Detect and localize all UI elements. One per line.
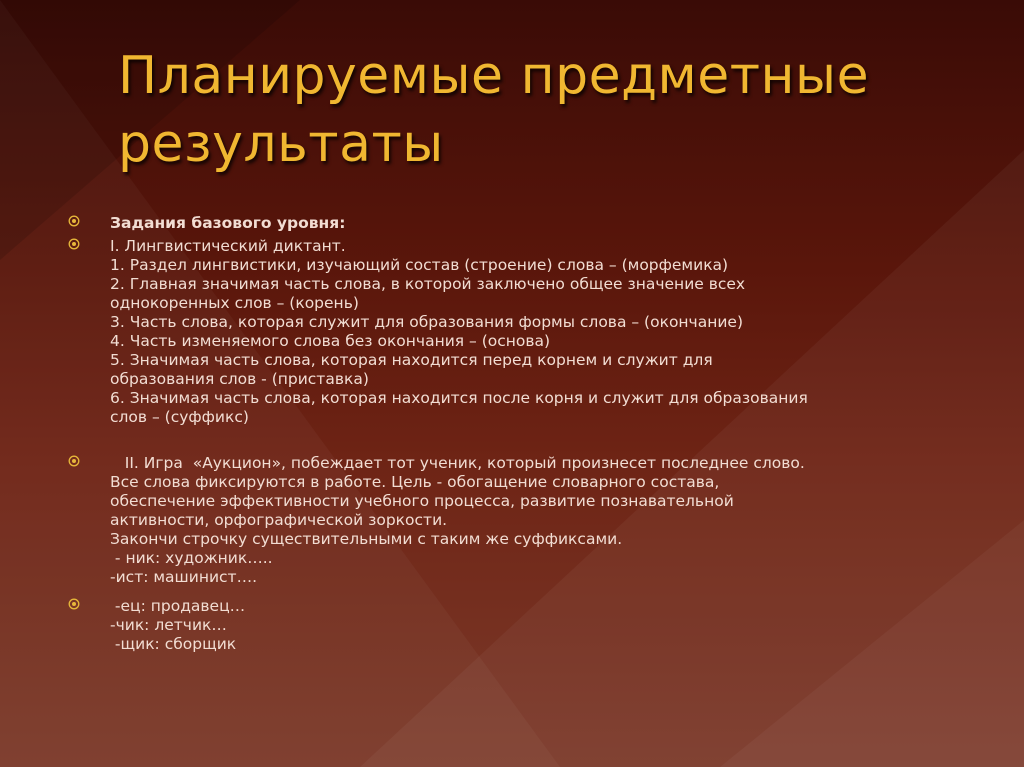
circled-dot-icon <box>68 215 82 229</box>
slide-content <box>68 214 968 654</box>
list-item-line: 2. Главная значимая часть слова, в которой заключено общее значение всех <box>110 275 746 293</box>
slide-title-line-1: Планируемые предметные <box>118 46 870 106</box>
list-item-line: 3. Часть слова, которая служит для образования формы слова – (окончание) <box>110 313 744 331</box>
list-item <box>68 237 968 427</box>
slide-title-line-2: результаты <box>118 114 444 174</box>
list-item-line: слов – (суффикс) <box>110 408 249 426</box>
list-item-line: 6. Значимая часть слова, которая находится после корня и служит для образования <box>110 389 808 407</box>
circled-dot-icon <box>68 598 82 612</box>
list-item-line: активности, орфографической зоркости. <box>110 511 448 529</box>
slide-title <box>118 42 978 178</box>
list-item-line: Все слова фиксируются в работе. Цель - обогащение словарного состава, <box>110 473 720 491</box>
list-item-line: I. Лингвистический диктант. <box>110 237 346 255</box>
list-item-line: II. Игра «Аукцион», побеждает тот ученик, который произнесет последнее слово. <box>110 454 805 472</box>
list-item-line: однокоренных слов – (корень) <box>110 294 359 312</box>
list-item-line: -ец: продавец… <box>110 597 246 615</box>
list-item-line: -чик: летчик… <box>110 616 227 634</box>
list-item-line: -ист: машинист…. <box>110 568 258 586</box>
list-item-line: Задания базового уровня: <box>110 214 346 232</box>
list-item-line: -щик: сборщик <box>110 635 237 653</box>
list-item-line: образования слов - (приставка) <box>110 370 369 388</box>
list-item <box>68 597 968 654</box>
list-item-line: Закончи строчку существительными с таким же суффиксами. <box>110 530 623 548</box>
list-item-line: - ник: художник….. <box>110 549 273 567</box>
list-item-line: 1. Раздел лингвистики, изучающий состав (строение) слова – (морфемика) <box>110 256 729 274</box>
circled-dot-icon <box>68 455 82 469</box>
list-item-line: 5. Значимая часть слова, которая находится перед корнем и служит для <box>110 351 713 369</box>
list-item-line: 4. Часть изменяемого слова без окончания – (основа) <box>110 332 551 350</box>
list-item <box>68 454 968 587</box>
list-item <box>68 214 968 233</box>
circled-dot-icon <box>68 238 82 252</box>
list-item-line: обеспечение эффективности учебного процесса, развитие познавательной <box>110 492 734 510</box>
